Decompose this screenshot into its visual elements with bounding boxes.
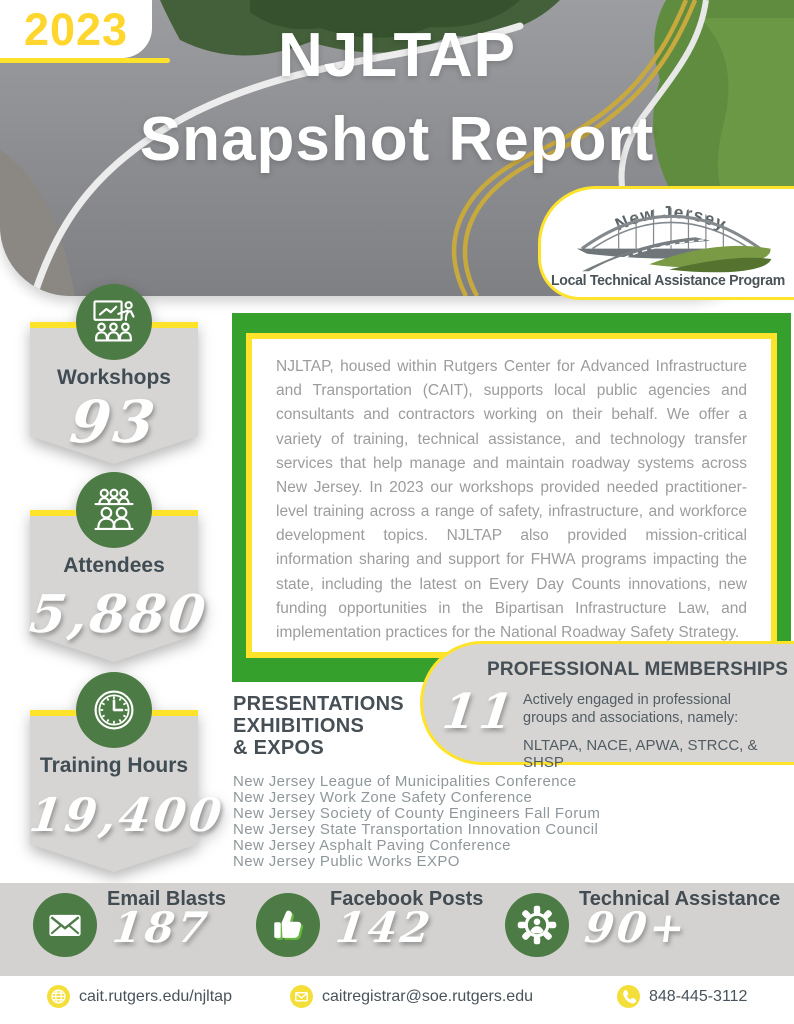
attendees-circle bbox=[76, 472, 152, 548]
professional-memberships-panel bbox=[420, 641, 794, 771]
year-badge-underline bbox=[0, 58, 170, 63]
presentation-icon bbox=[88, 296, 140, 348]
stat-ribbon-workshops bbox=[30, 322, 198, 464]
attendees-icon bbox=[88, 484, 140, 536]
logo-program-text: Local Technical Assistance Program bbox=[550, 273, 785, 289]
conference-list-item: New Jersey Asphalt Paving Conference bbox=[233, 837, 511, 854]
footer-email-link[interactable]: caitregistrar@soe.rutgers.edu bbox=[322, 987, 533, 1005]
facebook-posts-value: 142 bbox=[333, 903, 436, 952]
bottom-stats-bar bbox=[0, 883, 794, 976]
conference-list bbox=[233, 774, 600, 870]
footer-phone-link[interactable]: 848-445-3112 bbox=[649, 987, 748, 1005]
memberships-count: 11 bbox=[439, 684, 520, 740]
footer-email bbox=[290, 985, 533, 1008]
facebook-posts-circle bbox=[256, 893, 320, 957]
stat-ribbon-attendees bbox=[26, 510, 212, 662]
gear-person-icon bbox=[515, 903, 559, 947]
facebook-posts-stat bbox=[256, 888, 483, 957]
year-badge-text: 2023 bbox=[23, 4, 129, 55]
contact-footer bbox=[0, 976, 794, 1024]
footer-website-link[interactable]: cait.rutgers.edu/njltap bbox=[79, 987, 232, 1005]
conference-list-item: New Jersey Work Zone Safety Conference bbox=[233, 789, 533, 806]
memberships-organizations: NLTAPA, NACE, APWA, STRCC, & SHSP bbox=[523, 737, 758, 771]
facebook-posts-label: Facebook Posts bbox=[330, 888, 484, 910]
technical-assistance-circle bbox=[505, 893, 569, 957]
report-title-line2: Snapshot Report bbox=[139, 105, 655, 174]
report-title-line1: NJLTAP bbox=[278, 21, 516, 90]
technical-assistance-stat bbox=[505, 888, 780, 957]
memberships-description: Actively engaged in professional groups and associations, namely: bbox=[523, 692, 739, 727]
presentations-heading-line1: PRESENTATIONS bbox=[233, 693, 404, 715]
conference-list-item: New Jersey League of Municipalities Conference bbox=[233, 773, 577, 790]
mail-icon bbox=[290, 985, 313, 1008]
training-hours-value: 19,400 bbox=[26, 788, 228, 842]
attendees-label: Attendees bbox=[63, 554, 165, 577]
presentations-heading-line3: & EXPOS bbox=[233, 737, 325, 759]
footer-website bbox=[47, 985, 232, 1008]
about-box bbox=[232, 313, 791, 682]
logo-arc-text: New Jersey bbox=[612, 201, 731, 235]
about-paragraph: NJLTAP, housed within Rutgers Center for Advanced Infrastructure and Transportation (CAIT), supports local public agencies and consultants and contractors working on their behalf. We offer a variety of training, technical assistance, and technology transfer services that help manage and maintain roadway systems across New Jersey. In 2023 our workshops provided needed practitioner-level training across a range of safety, infrastructure, and workforce development topics. NJLTAP also provided mission-critical information sharing and support for FHWA programs impacting the state, including the latest on Every Day Counts innovations, new funding opportunities in the Bipartisan Infrastructure Law, and implementation practices for the National Roadway Safety Strategy. bbox=[276, 358, 747, 641]
phone-icon bbox=[617, 985, 640, 1008]
email-blasts-stat bbox=[33, 888, 226, 957]
njltap-bridge-logo bbox=[553, 191, 789, 273]
training-hours-circle bbox=[76, 672, 152, 748]
presentations-heading-line2: EXHIBITIONS bbox=[233, 715, 365, 737]
conference-list-item: New Jersey Public Works EXPO bbox=[233, 853, 460, 870]
attendees-value: 5,880 bbox=[26, 584, 212, 645]
njltap-logo-card bbox=[538, 186, 794, 300]
year-badge bbox=[0, 0, 152, 58]
hero-header bbox=[0, 0, 794, 300]
technical-assistance-value: 90+ bbox=[582, 903, 691, 952]
email-blasts-circle bbox=[33, 893, 97, 957]
stat-ribbon-training-hours bbox=[26, 710, 228, 872]
about-box-inner bbox=[246, 333, 777, 658]
technical-assistance-label: Technical Assistance bbox=[579, 888, 781, 910]
conference-list-item: New Jersey Society of County Engineers Fall Forum bbox=[233, 805, 601, 822]
workshops-label: Workshops bbox=[57, 366, 171, 389]
workshops-circle bbox=[76, 284, 152, 360]
email-blasts-value: 187 bbox=[110, 903, 213, 952]
footer-phone bbox=[617, 985, 747, 1008]
workshops-value: 93 bbox=[66, 388, 162, 456]
email-blasts-label: Email Blasts bbox=[107, 888, 226, 910]
envelope-icon bbox=[43, 903, 87, 947]
globe-icon bbox=[47, 985, 70, 1008]
thumbs-up-icon bbox=[266, 903, 310, 947]
conference-list-item: New Jersey State Transportation Innovation Council bbox=[233, 821, 599, 838]
clock-icon bbox=[88, 684, 140, 736]
memberships-heading: PROFESSIONAL MEMBERSHIPS bbox=[487, 659, 789, 680]
training-hours-label: Training Hours bbox=[39, 754, 189, 777]
